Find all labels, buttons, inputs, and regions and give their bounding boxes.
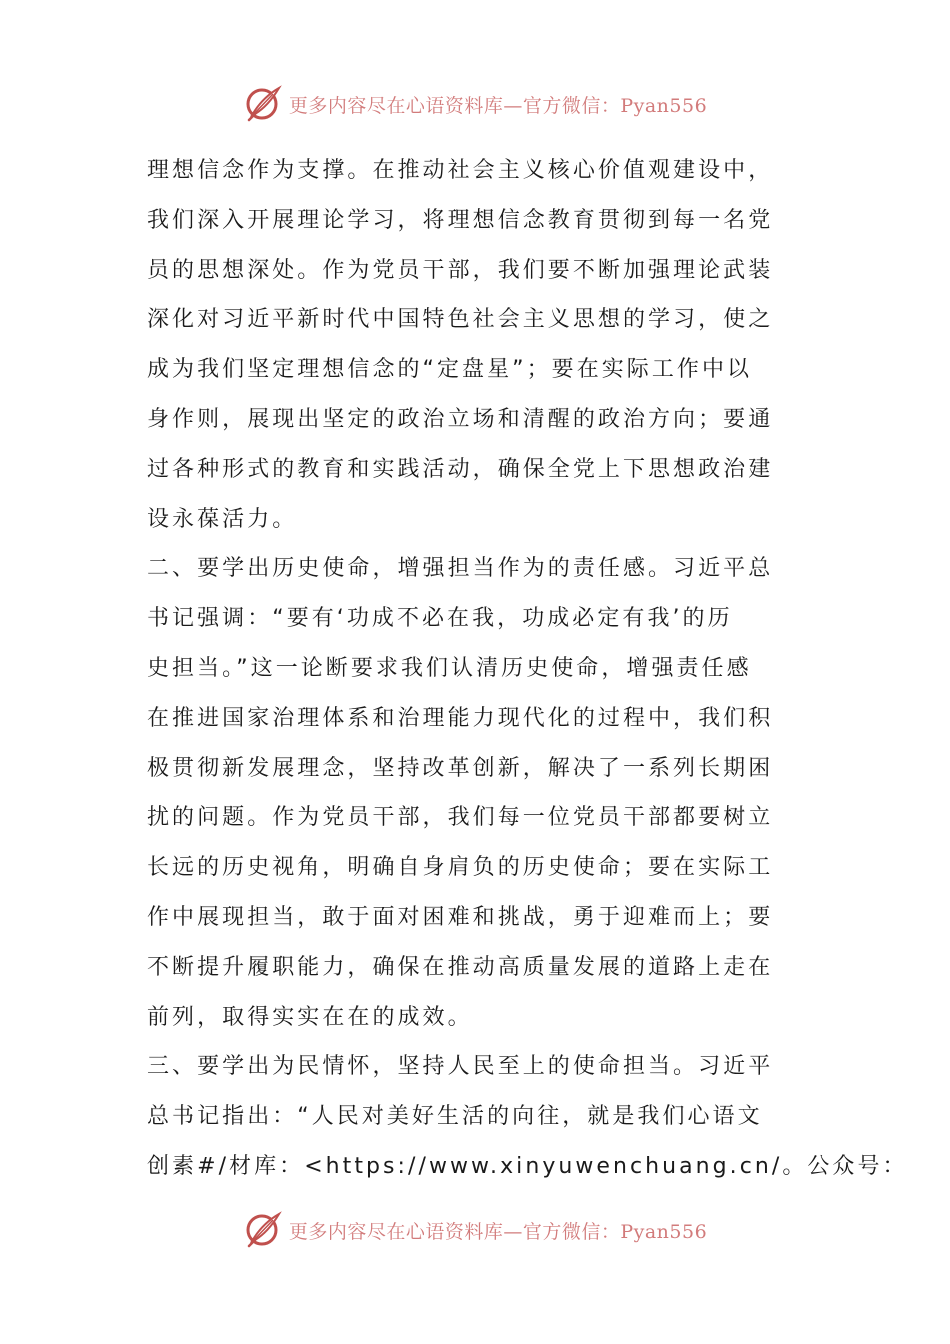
text-line: 不断提升履职能力，确保在推动高质量发展的道路上走在 [147, 954, 774, 980]
text-line: 创素#/材库：<https://www.xinyuwenchuang.cn/。公众号： [147, 1153, 908, 1179]
text-line: 前列，取得实实在在的成效。 [147, 1004, 473, 1030]
text-line: 在推进国家治理体系和治理能力现代化的过程中，我们积 [147, 705, 774, 731]
text-line: 扰的问题。作为党员干部，我们每一位党员干部都要树立 [147, 805, 774, 831]
text-line: 作中展现担当，敢于面对困难和挑战，勇于迎难而上；要 [147, 904, 774, 930]
text-line: 我们深入开展理论学习，将理想信念教育贯彻到每一名党 [147, 207, 774, 233]
text-line: 设永葆活力。 [147, 506, 298, 532]
text-line: 成为我们坚定理想信念的“定盘星”；要在实际工作中以 [147, 357, 753, 383]
text-line: 员的思想深处。作为党员干部，我们要不断加强理论武装 [147, 257, 774, 283]
text-line: 过各种形式的教育和实践活动，确保全党上下思想政治建 [147, 456, 774, 482]
text-line: 理想信念作为支撑。在推动社会主义核心价值观建设中， [147, 158, 774, 183]
text-line: 史担当。”这一论断要求我们认清历史使命，增强责任感 [147, 655, 752, 681]
text-line: 深化对习近平新时代中国特色社会主义思想的学习，使之 [147, 307, 774, 333]
footer-text: 更多内容尽在心语资料库—官方微信：Pyan556 [288, 1220, 708, 1243]
header-banner [0, 82, 950, 126]
document-body [147, 146, 908, 1192]
footer-banner [0, 1208, 950, 1252]
text-line: 极贯彻新发展理念，坚持改革创新，解决了一系列长期困 [147, 755, 774, 781]
text-line: 总书记指出：“人民对美好生活的向往，就是我们心语文 [147, 1104, 763, 1130]
quill-logo-icon [243, 84, 283, 124]
text-line: 二、要学出历史使命，增强担当作为的责任感。习近平总 [147, 556, 774, 582]
text-line: 长远的历史视角，明确自身肩负的历史使命；要在实际工 [147, 855, 774, 881]
text-line: 身作则，展现出坚定的政治立场和清醒的政治方向；要通 [147, 406, 774, 432]
quill-logo-icon [243, 1210, 283, 1250]
header-text: 更多内容尽在心语资料库—官方微信：Pyan556 [288, 94, 708, 117]
text-line: 三、要学出为民情怀，坚持人民至上的使命担当。习近平 [147, 1054, 774, 1080]
text-line: 书记强调：“要有‘功成不必在我，功成必定有我’的历 [147, 606, 733, 632]
